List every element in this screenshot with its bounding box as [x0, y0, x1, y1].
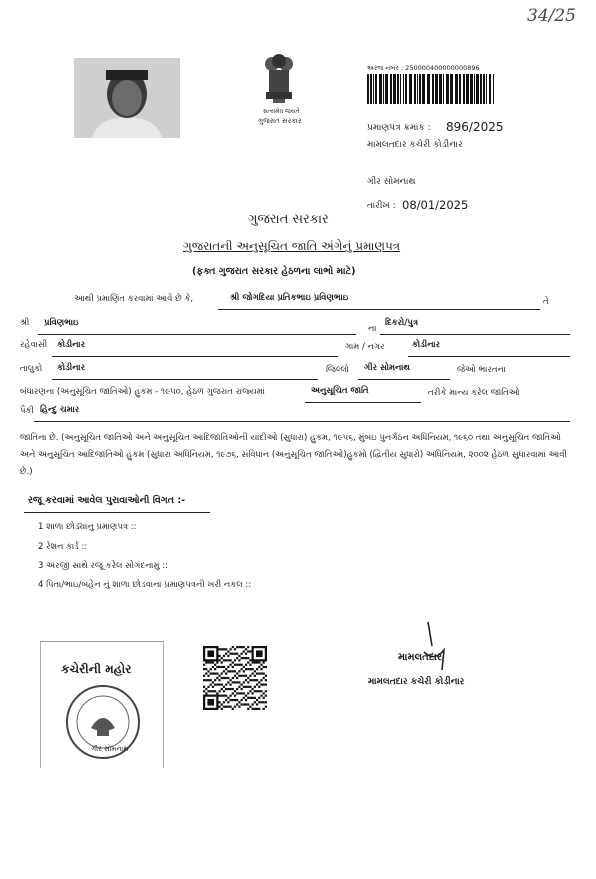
district: ગીર સોમનાથ	[364, 363, 410, 373]
village: કોડીનાર	[412, 340, 441, 350]
cert-district: ગીર સોમનાથ	[367, 177, 416, 187]
stamp-ring-text: ગીર સોમનાથ	[91, 745, 129, 753]
govt-heading: ગુજરાત સરકાર	[248, 212, 329, 227]
constitution-text: બંધારણના (અનુસૂચિત જાતિઓ) હુકમ - ૧૯૫૦, હેઠળ ગુજરાત રાજ્યમાં	[20, 387, 265, 397]
village-label: ગામ / નગર	[345, 342, 385, 352]
cert-number-label: પ્રમાણપત્ર ક્રમાંક :	[367, 123, 431, 133]
relation: દિકરો/પુત્ર	[385, 318, 419, 328]
signatory-title: મામલતદાર	[398, 652, 442, 663]
resident: કોડીનાર	[57, 340, 86, 350]
document-item: 3 અરજી સાથે રજૂ કરેલ સોગંદનામું ::	[38, 561, 168, 571]
subcaste: હિન્દુ ચમાર	[40, 405, 80, 415]
corner-note: 34/25	[527, 6, 576, 26]
subcaste-label: પૈકી	[20, 406, 34, 416]
taluka-label: તાલુકો	[20, 364, 43, 374]
te-label: તે	[543, 297, 549, 307]
district-label: જિલ્લો	[326, 365, 349, 375]
certificate-title: ગુજરાતની અનુસૂચિત જાતિ અંગેનું પ્રમાણપત્ર	[183, 239, 401, 253]
barcode	[367, 74, 497, 108]
document-item: 2 રેશન કાર્ડ ::	[38, 542, 88, 552]
taluka: કોડીનાર	[57, 363, 86, 373]
document-item: 4 પિતા/ભાઇ/બહેન નું શાળા છોડવાનાં પ્રમાણપત્રની ખરી નકલ ::	[38, 580, 252, 590]
recognized-text: તરીકે માન્ય કરેલ જાતિઓ	[428, 388, 520, 398]
underline-village	[408, 356, 570, 357]
resident-label: રહેવાસી	[20, 340, 48, 350]
cert-number: 896/2025	[446, 120, 504, 134]
category: અનુસૂચિત જાતિ	[311, 386, 369, 396]
stamp-title: કચેરીની મહોર	[61, 662, 132, 676]
document-item: 1 શાળા છોડ્યાનુ પ્રમાણપત્ર ::	[38, 522, 137, 532]
ashoka-emblem-icon	[262, 52, 296, 106]
underline-category	[305, 402, 421, 403]
applicant-photo	[74, 58, 180, 138]
certificate-subtitle: (ફક્ત ગુજરાત સરકાર હેઠળના લાભો માટે)	[192, 266, 356, 277]
relation-of-label: ના	[368, 324, 377, 334]
emblem-govt: ગુજરાત સરકાર	[258, 117, 302, 125]
applicant-name: શ્રી જોગદિયા પ્રતિકભાઇ પ્રવિણભાઇ	[230, 293, 349, 303]
office-stamp	[40, 641, 164, 768]
underline-taluka	[52, 379, 318, 380]
underline-father	[38, 334, 356, 335]
cert-office: મામલતદાર કચેરી કોડીનાર	[367, 140, 463, 150]
underline-resident	[52, 356, 338, 357]
emblem-caption: સત્યમેવ જયતે	[263, 108, 300, 115]
signatory-office: મામલતદાર કચેરી કોડીનાર	[368, 677, 465, 687]
documents-heading: રજૂ કરવામાં આવેલ પુરાવાઓની વિગત :-	[28, 495, 186, 506]
cert-date-label: તારીખ :	[367, 201, 396, 211]
underline-relation	[380, 334, 570, 335]
indian-label: જેઓ ભારતના	[457, 365, 506, 375]
cert-date: 08/01/2025	[402, 198, 469, 212]
documents-heading-underline	[24, 512, 210, 513]
legal-paragraph: જાતિના છે. (અનુસૂચિત જાતિઓ અને અનુસૂચિત આદિજાતિઓની યાદીઓ (સુધારા) હુકમ, ૧૯૫૬, મુંબઇ પુનર્ગઠન અધિનિયમ, ૧૯૬૦ તથા અનુસૂચિત જાતિઓ અને અનુસૂચિત આદિજાતિઓ હુકમ (સુધારા અધિનિયમ, ૧૯૭૬, સંવિધાન (અનુસૂચિત જાતિઓ)હુકમો (દ્વિતીય સુધારો) અધિનિયમ, ૨૦૦૨ હેઠળ સુધારવામાં આવી છે.)	[20, 433, 567, 477]
certify-label: આથી પ્રમાણિત કરવામાં આવે છે કે,	[74, 294, 194, 304]
underline-name	[218, 309, 540, 310]
signature-scribble	[404, 618, 464, 678]
father-name: પ્રવિણભાઇ	[44, 318, 79, 328]
underline-district	[358, 379, 450, 380]
barcode-number: અરજ નંબર : 250000400000000896	[367, 64, 480, 72]
shri-label: શ્રી	[20, 318, 30, 328]
underline-subcaste	[34, 421, 570, 422]
qr-code	[203, 646, 267, 714]
